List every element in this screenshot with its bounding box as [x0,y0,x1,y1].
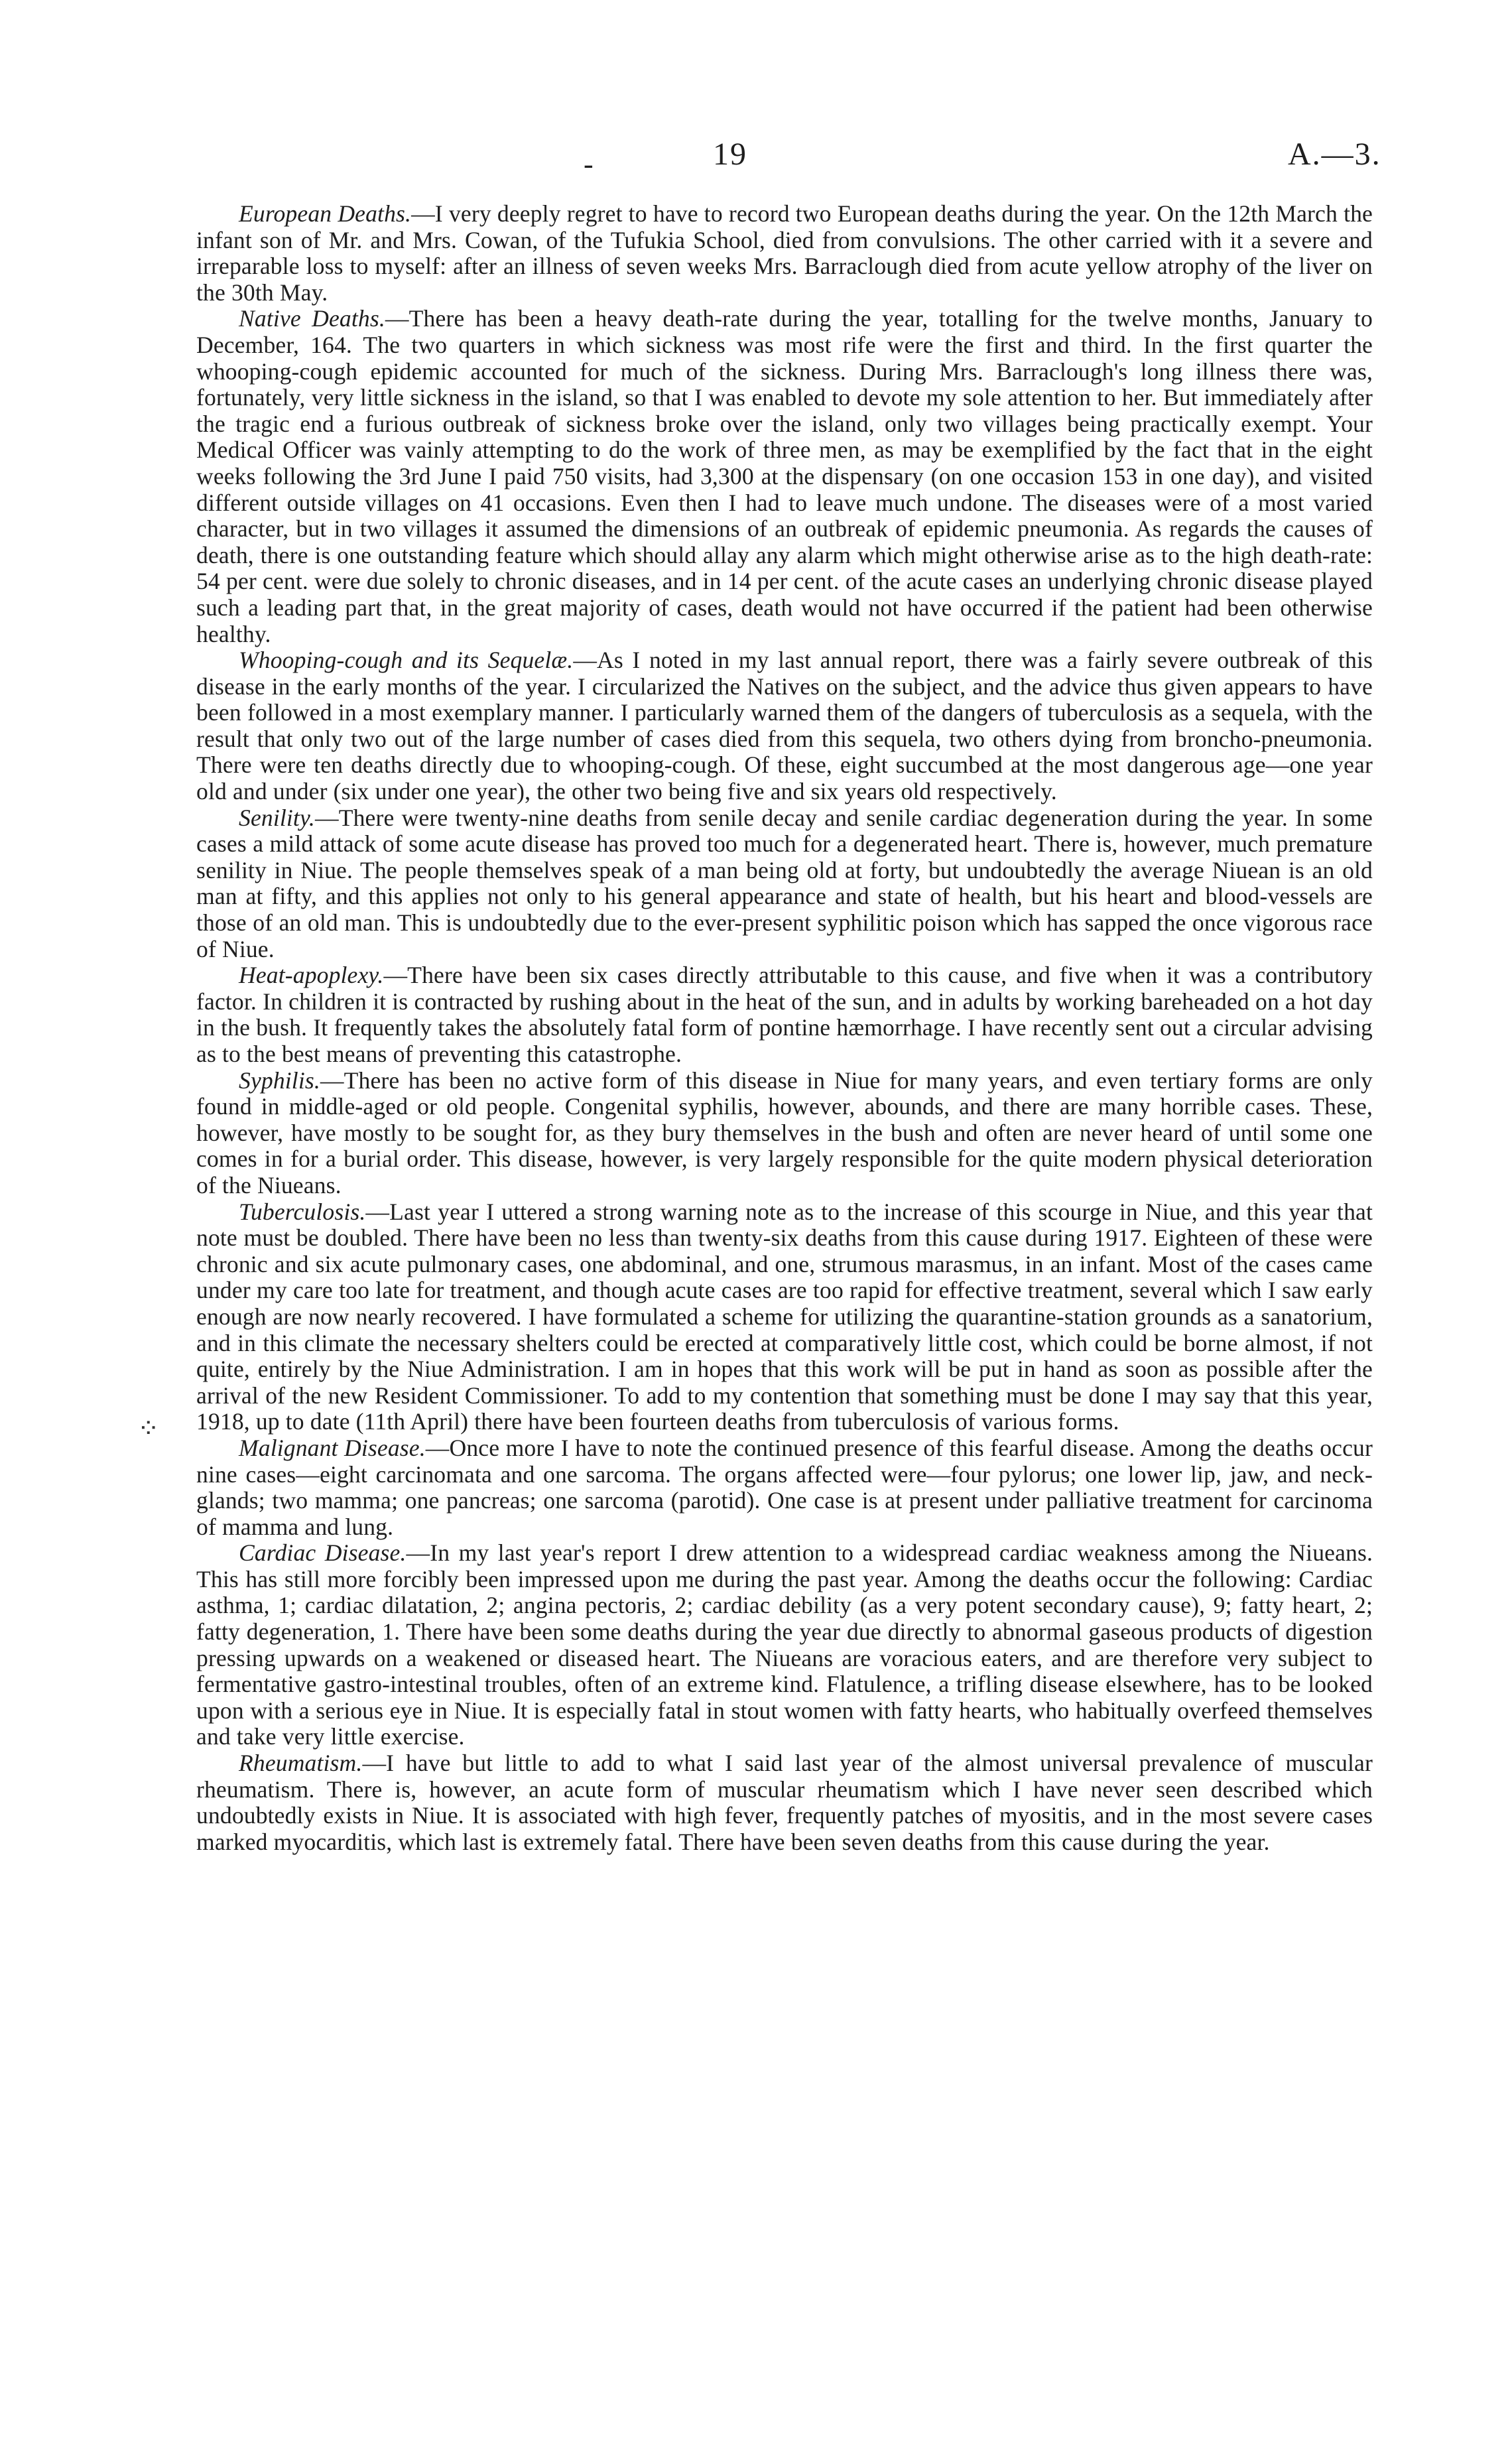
section-text: —There were twenty-nine deaths from senile decay and senile cardiac degeneration during the year. In some cases a mild attack of some acute disease has proved too much for a degenerated heart. There is, however, much premature senility in Niue. The people themselves speak of a man being old at forty, but undoubtedly the average Niuean is an old man at fifty, and this applies not only to his general appearance and state of health, but his heart and blood-vessels are those of an old man. This is undoubtedly due to the ever-present syphilitic poison which has sapped the once vigorous race of Niue. [196,804,1373,962]
header-dash: - [584,148,594,180]
section-heading: Rheumatism. [239,1750,363,1777]
body-text [196,201,1373,1855]
section-european-deaths [196,201,1373,306]
section-text: —I very deeply regret to have to record two European deaths during the year. On the 12th March the infant son of Mr. and Mrs. Cowan, of the Tufukia School, died from convulsions. The other carried with it a severe and irreparable loss to myself: after an illness of seven weeks Mrs. Barraclough died from acute yellow atrophy of the liver on the 30th May. [196,200,1373,306]
section-heading: Heat-apoplexy. [239,962,384,989]
section-syphilis [196,1068,1373,1199]
section-heat-apoplexy [196,962,1373,1067]
section-text: —There have been six cases directly attributable to this cause, and five when it was a contributory factor. In children it is contracted by rushing about in the heat of the sun, and in adults by working bareheaded on a hot day in the bush. It frequently takes the absolutely fatal form of pontine hæmorrhage. I have recently sent out a circular advising as to the best means of preventing this catastrophe. [196,962,1373,1067]
section-text: —In my last year's report I drew attention to a widespread cardiac weakness among the Niueans. This has still more forcibly been impressed upon me during the past year. Among the deaths occur the following: Cardiac asthma, 1; cardiac dilatation, 2; angina pectoris, 2; cardiac debility (as a very potent secondary cause), 9; fatty heart, 2; fatty degeneration, 1. There have been some deaths during the year due directly to abnormal gaseous products of digestion pressing upwards on a weakened or diseased heart. The Niueans are voracious eaters, and are therefore very subject to fermentative gastro-intestinal troubles, often of an extreme kind. Flatulence, a trifling disease elsewhere, has to be looked upon with a serious eye in Niue. It is especially fatal in stout women with fatty hearts, who habitually overfeed themselves and take very little exercise. [196,1539,1373,1750]
section-heading: Cardiac Disease. [239,1539,407,1567]
document-reference: A.—3. [1288,137,1381,172]
section-heading: Tuberculosis. [239,1198,366,1225]
section-tuberculosis [196,1199,1373,1435]
section-text: —Once more I have to note the continued presence of this fearful disease. Among the deaths occur nine cases—eight carcinomata and one sarcoma. The organs affected were—four pylorus; one lower lip, jaw, and neck-glands; two mamma; one pancreas; one sarcoma (parotid). One case is at present under palliative treatment for carcinoma of mamma and lung. [196,1434,1373,1540]
section-heading: Native Deaths. [239,305,385,332]
section-text: —As I noted in my last annual report, there was a fairly severe outbreak of this disease in the early months of the year. I circularized the Natives on the subject, and the advice thus given appears to have been followed in a most exemplary manner. I particularly warned them of the dangers of tuberculosis as a sequela, with the result that only two out of the large number of cases died from this sequela, two others dying from broncho-pneumonia. There were ten deaths directly due to whooping-cough. Of these, eight succumbed at the most dangerous age—one year old and under (six under one year), the other two being five and six years old respectively. [196,647,1373,805]
section-text: —There has been no active form of this disease in Niue for many years, and even tertiary forms are only found in middle-aged or old people. Congenital syphilis, however, abounds, and there are many horrible cases. These, however, have mostly to be sought for, as they bury themselves in the bush and often are never heard of until some one comes in for a burial order. This disease, however, is very largely responsible for the quite modern physical deterioration of the Niueans. [196,1067,1373,1198]
section-heading: Whooping-cough and its Sequelæ. [239,647,574,674]
section-heading: Syphilis. [239,1067,320,1094]
section-whooping-cough [196,647,1373,805]
section-text: —There has been a heavy death-rate during the year, totalling for the twelve months, January to December, 164. The two quarters in which sickness was most rife were the first and third. In the first quarter the whooping-cough epidemic accounted for much of the sickness. During Mrs. Barraclough's long illness there was, fortunately, very little sickness in the island, so that I was enabled to devote my sole attention to her. But immediately after the tragic end a furious outbreak of sickness broke over the island, only two villages being practically exempt. Your Medical Officer was vainly attempting to do the work of three men, as may be exemplified by the fact that in the eight weeks following the 3rd June I paid 750 visits, had 3,300 at the dispensary (on one occasion 153 in one day), and visited different outside villages on 41 occasions. Even then I had to leave much undone. The diseases were of a most varied character, but in two villages it assumed the dimensions of an outbreak of epidemic pneumonia. As regards the causes of death, there is one outstanding feature which should allay any alarm which might otherwise arise as to the high death-rate: 54 per cent. were due solely to chronic diseases, and in 14 per cent. of the acute cases an underlying chronic disease played such a leading part that, in the great majority of cases, death would not have occurred if the patient had been otherwise healthy. [196,305,1373,647]
section-cardiac-disease [196,1540,1373,1750]
section-senility [196,805,1373,963]
section-heading: European Deaths. [239,200,412,227]
page-number: 19 [713,137,747,172]
margin-mark: ⁘ [137,1413,160,1443]
section-heading: Senility. [239,804,315,831]
section-native-deaths [196,306,1373,647]
section-rheumatism [196,1750,1373,1855]
section-malignant-disease [196,1435,1373,1540]
section-heading: Malignant Disease. [239,1434,426,1461]
section-text: —Last year I uttered a strong warning note as to the increase of this scourge in Niue, and this year that note must be doubled. There have been no less than twenty-six deaths from this cause during 1917. Eighteen of these were chronic and six acute pulmonary cases, one abdominal, and one, strumous marasmus, in an infant. Most of the cases came under my care too late for treatment, and though acute cases are too rapid for effective treatment, several which I saw early enough are now nearly recovered. I have formulated a scheme for utilizing the quarantine-station grounds as a sanatorium, and in this climate the necessary shelters could be erected at comparatively little cost, which could be borne almost, if not quite, entirely by the Niue Administration. I am in hopes that this work will be put in hand as soon as possible after the arrival of the new Resident Commissioner. To add to my contention that something must be done I may say that this year, 1918, up to date (11th April) there have been fourteen deaths from tuberculosis of various forms. [196,1198,1373,1435]
section-text: —I have but little to add to what I said last year of the almost universal prevalence of muscular rheumatism. There is, however, an acute form of muscular rheumatism which I have never seen described which undoubtedly exists in Niue. It is associated with high fever, frequently patches of myositis, and in the most severe cases marked myocarditis, which last is extremely fatal. There have been seven deaths from this cause during the year. [196,1750,1373,1855]
